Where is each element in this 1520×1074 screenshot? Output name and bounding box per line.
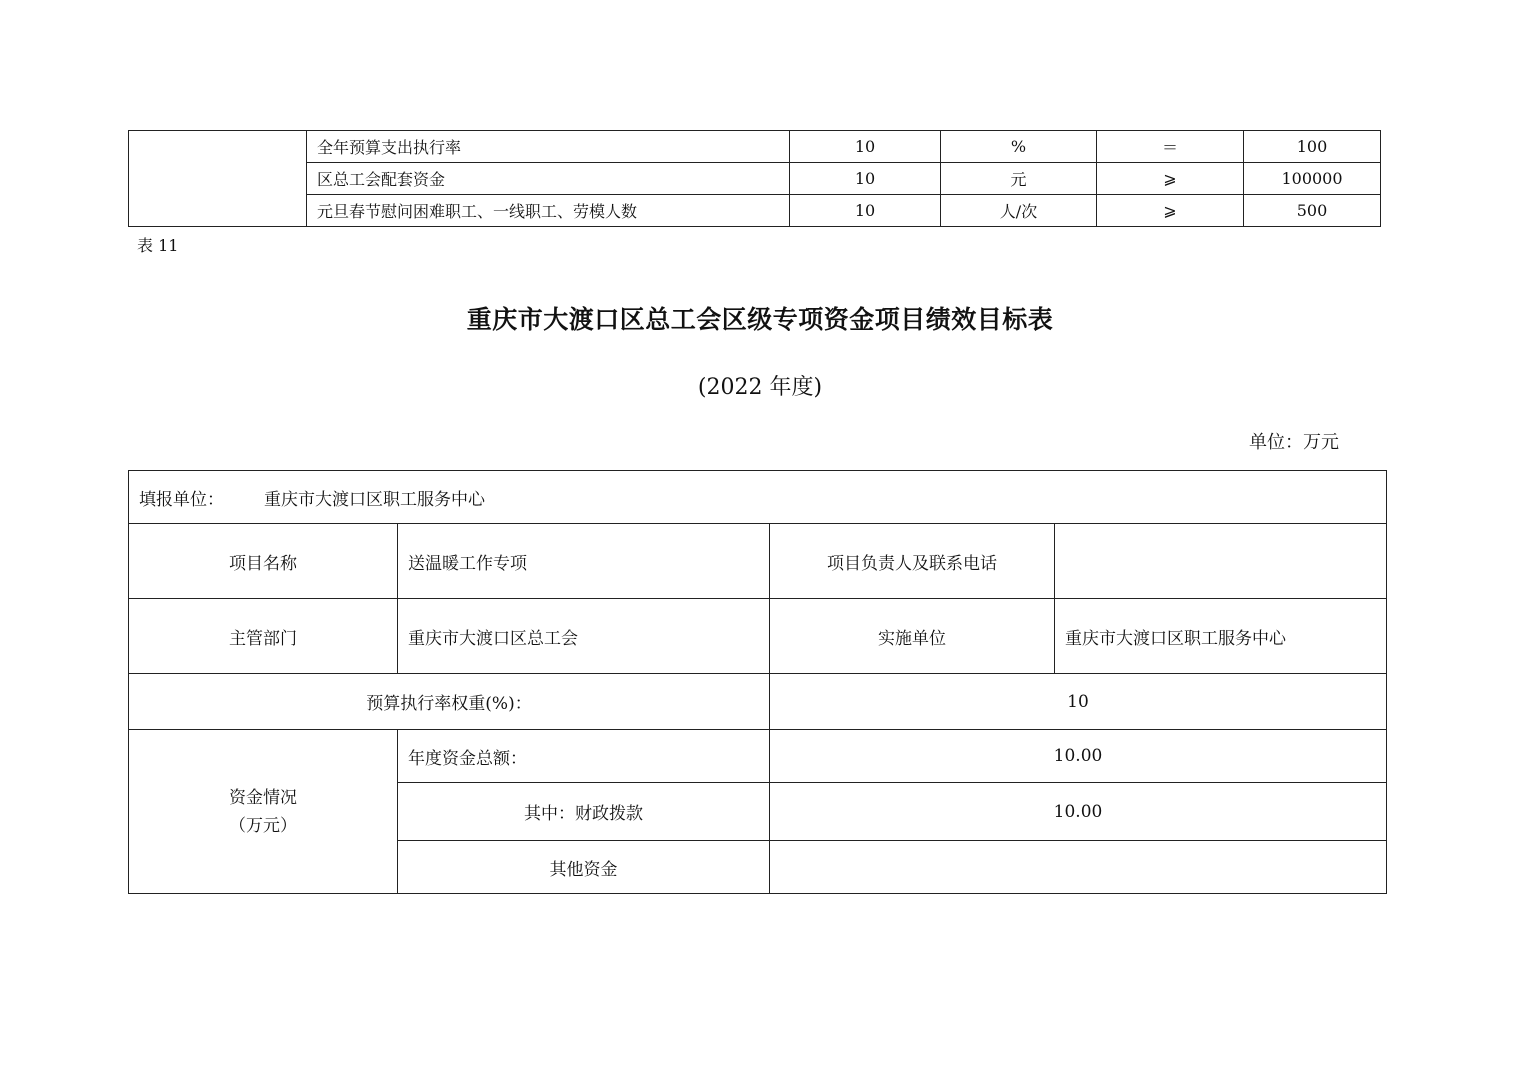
indicator-unit: 人/次 bbox=[941, 195, 1097, 227]
annual-total-label: 年度资金总额： bbox=[398, 730, 770, 783]
dept-label: 主管部门 bbox=[129, 599, 398, 674]
indicator-target: 100000 bbox=[1244, 163, 1381, 195]
indicator-target: 100 bbox=[1244, 131, 1381, 163]
project-name-label: 项目名称 bbox=[129, 524, 398, 599]
indicator-target: 500 bbox=[1244, 195, 1381, 227]
unit-label: 单位：万元 bbox=[1249, 432, 1339, 453]
budget-rate-value: 10 bbox=[770, 674, 1387, 730]
indicator-unit: 元 bbox=[941, 163, 1097, 195]
fiscal-label: 其中：财政拨款 bbox=[398, 783, 770, 841]
other-funds-value bbox=[770, 841, 1387, 894]
indicator-weight: 10 bbox=[790, 163, 941, 195]
indicator-weight: 10 bbox=[790, 195, 941, 227]
table-row bbox=[129, 195, 1381, 227]
project-name-value: 送温暖工作专项 bbox=[398, 524, 770, 599]
performance-target-table bbox=[128, 470, 1387, 894]
project-lead-value bbox=[1055, 524, 1387, 599]
table-row bbox=[129, 599, 1387, 674]
reporting-unit-label: 填报单位： bbox=[139, 489, 224, 510]
fiscal-value: 10.00 bbox=[770, 783, 1387, 841]
indicator-weight: 10 bbox=[790, 131, 941, 163]
budget-rate-label: 预算执行率权重(%)： bbox=[129, 674, 770, 730]
impl-label: 实施单位 bbox=[770, 599, 1055, 674]
annual-total-value: 10.00 bbox=[770, 730, 1387, 783]
blank-category-cell bbox=[129, 131, 307, 227]
indicator-operator: ⩾ bbox=[1097, 195, 1244, 227]
indicator-table bbox=[128, 130, 1381, 227]
table-row bbox=[129, 524, 1387, 599]
indicator-unit: % bbox=[941, 131, 1097, 163]
indicator-operator: ⩾ bbox=[1097, 163, 1244, 195]
reporting-unit-cell bbox=[129, 471, 1387, 524]
table-row bbox=[129, 131, 1381, 163]
table-row bbox=[129, 471, 1387, 524]
page-title: 重庆市大渡口区总工会区级专项资金项目绩效目标表 bbox=[466, 305, 1054, 334]
dept-value: 重庆市大渡口区总工会 bbox=[398, 599, 770, 674]
table-number: 表 11 bbox=[137, 236, 179, 255]
impl-value: 重庆市大渡口区职工服务中心 bbox=[1055, 599, 1387, 674]
indicator-name: 全年预算支出执行率 bbox=[307, 131, 790, 163]
reporting-unit-value: 重庆市大渡口区职工服务中心 bbox=[264, 489, 485, 510]
indicator-operator: ＝ bbox=[1097, 131, 1244, 163]
funds-label: 资金情况 bbox=[229, 787, 297, 808]
indicator-name: 区总工会配套资金 bbox=[307, 163, 790, 195]
indicator-name: 元旦春节慰问困难职工、一线职工、劳模人数 bbox=[307, 195, 790, 227]
table-row bbox=[129, 730, 1387, 783]
other-funds-label: 其他资金 bbox=[398, 841, 770, 894]
project-lead-label: 项目负责人及联系电话 bbox=[770, 524, 1055, 599]
table-row bbox=[129, 163, 1381, 195]
table-row bbox=[129, 674, 1387, 730]
funds-label-cell bbox=[129, 730, 398, 894]
funds-unit: （万元） bbox=[229, 815, 297, 836]
page-subtitle: (2022 年度) bbox=[697, 375, 823, 400]
